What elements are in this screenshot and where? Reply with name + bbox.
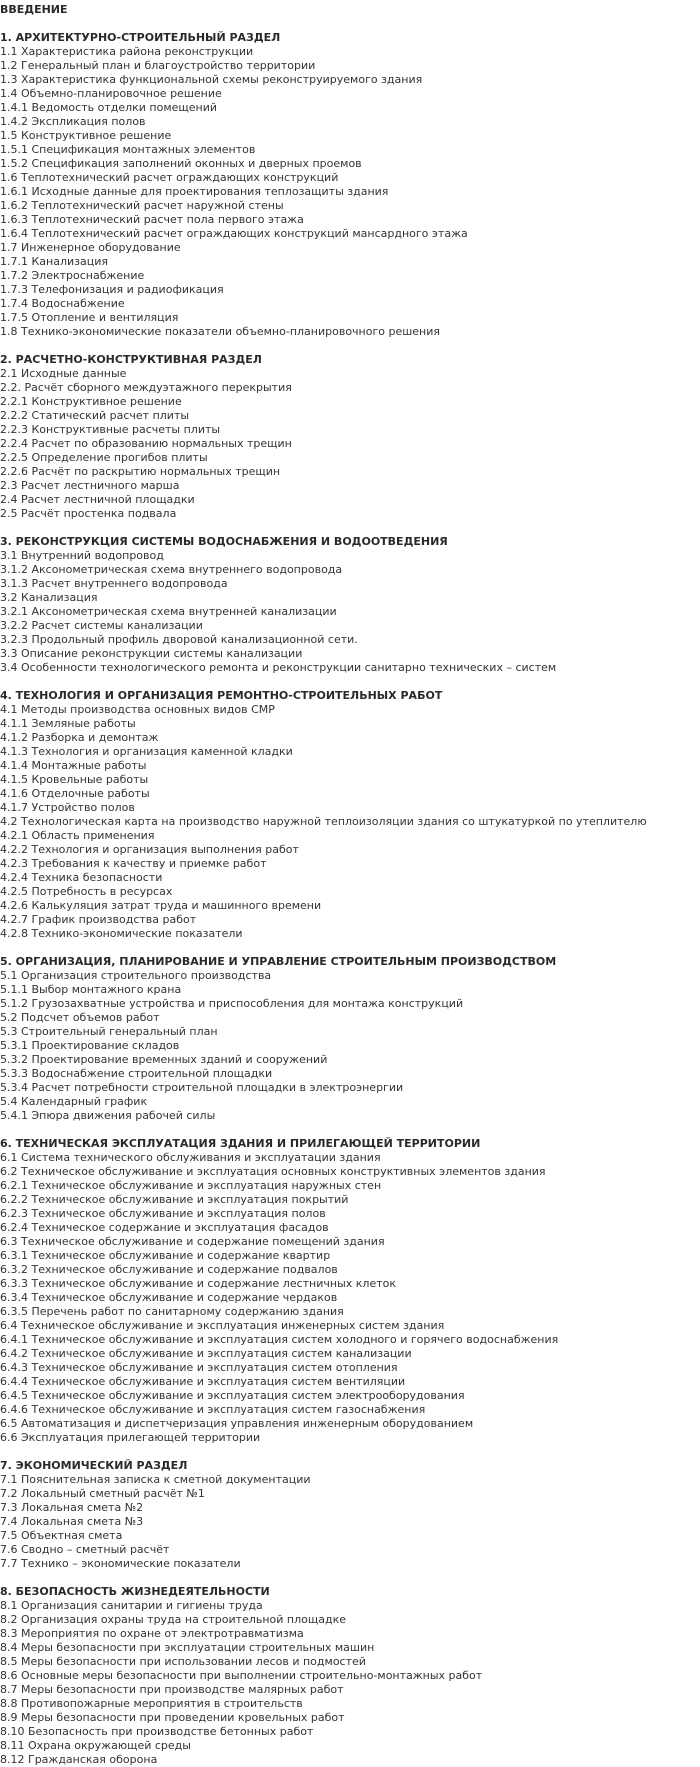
toc-entry: 8.4 Меры безопасности при эксплуатации строительных машин: [0, 1641, 375, 1654]
toc-entry: 6.4.2 Техническое обслуживание и эксплуатация систем канализации: [0, 1347, 412, 1360]
toc-entry: 8.9 Меры безопасности при проведении кровельных работ: [0, 1711, 345, 1724]
toc-entry: 2.2.5 Определение прогибов плиты: [0, 451, 208, 464]
toc-entry: 3.1.2 Аксонометрическая схема внутреннего водопровода: [0, 563, 343, 576]
section-spacer: [0, 1445, 700, 1459]
section-spacer: [0, 1571, 700, 1585]
section-heading: 6. ТЕХНИЧЕСКАЯ ЭКСПЛУАТАЦИЯ ЗДАНИЯ И ПРИЛЕГАЮЩЕЙ ТЕРРИТОРИИ: [0, 1137, 481, 1150]
toc-entry: 1.7.2 Электроснабжение: [0, 269, 145, 282]
toc-entry: 1.6.3 Теплотехнический расчет пола первого этажа: [0, 213, 304, 226]
toc-entry: 6.6 Эксплуатация прилегающей территории: [0, 1431, 261, 1444]
toc-entry: 2.2.2 Статический расчет плиты: [0, 409, 190, 422]
intro-heading: ВВЕДЕНИЕ: [0, 3, 68, 16]
toc-entry: 5.3 Строительный генеральный план: [0, 1025, 218, 1038]
toc-entry: 6.3.1 Техническое обслуживание и содержание квартир: [0, 1249, 331, 1262]
toc-entry: 7.3 Локальная смета №2: [0, 1501, 144, 1514]
toc-entry: 3.1.3 Расчет внутреннего водопровода: [0, 577, 228, 590]
toc-entry: 5.3.3 Водоснабжение строительной площадки: [0, 1067, 273, 1080]
toc-entry: 7.1 Пояснительная записка к сметной документации: [0, 1473, 311, 1486]
toc-entry: 2.5 Расчёт простенка подвала: [0, 507, 177, 520]
toc-entry: 2.3 Расчет лестничного марша: [0, 479, 180, 492]
section-spacer: [0, 17, 700, 31]
toc-entry: 5.3.4 Расчет потребности строительной площадки в электроэнергии: [0, 1081, 404, 1094]
toc-entry: 4.2.3 Требования к качеству и приемке работ: [0, 857, 267, 870]
toc-entry: 3.3 Описание реконструкции системы канализации: [0, 647, 303, 660]
toc-entry: 8.11 Охрана окружающей среды: [0, 1739, 191, 1752]
toc-entry: 6.2.1 Техническое обслуживание и эксплуатация наружных стен: [0, 1179, 382, 1192]
toc-entry: 6.3 Техническое обслуживание и содержание помещений здания: [0, 1235, 385, 1248]
section-spacer: [0, 521, 700, 535]
toc-entry: 6.1 Система технического обслуживания и эксплуатации здания: [0, 1151, 381, 1164]
toc-entry: 3.2.1 Аксонометрическая схема внутренней канализации: [0, 605, 337, 618]
sections-container: [0, 17, 700, 1767]
toc-entry: 1.5.1 Спецификация монтажных элементов: [0, 143, 256, 156]
section-heading: 5. ОРГАНИЗАЦИЯ, ПЛАНИРОВАНИЕ И УПРАВЛЕНИЕ СТРОИТЕЛЬНЫМ ПРОИЗВОДСТВОМ: [0, 955, 557, 968]
toc-entry: 8.3 Мероприятия по охране от электротравматизма: [0, 1627, 304, 1640]
toc-entry: 3.4 Особенности технологического ремонта и реконструкции санитарно технических – систем: [0, 661, 557, 674]
toc-entry: 6.3.2 Техническое обслуживание и содержание подвалов: [0, 1263, 338, 1276]
toc-entry: 4.2.2 Технология и организация выполнения работ: [0, 843, 299, 856]
toc-entry: 3.2.2 Расчет системы канализации: [0, 619, 203, 632]
toc-entry: 6.2.2 Техническое обслуживание и эксплуатация покрытий: [0, 1193, 349, 1206]
toc-entry: 4.2.1 Область применения: [0, 829, 155, 842]
toc-entry: 5.1.1 Выбор монтажного крана: [0, 983, 182, 996]
toc-entry: 1.7.5 Отопление и вентиляция: [0, 311, 179, 324]
toc-entry: 2.1 Исходные данные: [0, 367, 127, 380]
toc-entry: 4.1.3 Технология и организация каменной кладки: [0, 745, 293, 758]
toc-entry: 1.4.1 Ведомость отделки помещений: [0, 101, 218, 114]
toc-entry: 2.2.4 Расчет по образованию нормальных трещин: [0, 437, 292, 450]
toc-entry: 7.2 Локальный сметный расчёт №1: [0, 1487, 205, 1500]
toc-entry: 8.1 Организация санитарии и гигиены труда: [0, 1599, 263, 1612]
toc-entry: 8.7 Меры безопасности при производстве малярных работ: [0, 1683, 344, 1696]
toc-entry: 6.5 Автоматизация и диспетчеризация управления инженерным оборудованием: [0, 1417, 474, 1430]
toc-entry: 5.3.1 Проектирование складов: [0, 1039, 180, 1052]
section-heading: 3. РЕКОНСТРУКЦИЯ СИСТЕМЫ ВОДОСНАБЖЕНИЯ И ВОДООТВЕДЕНИЯ: [0, 535, 448, 548]
toc-entry: 4.1.4 Монтажные работы: [0, 759, 147, 772]
toc-entry: 6.3.3 Техническое обслуживание и содержание лестничных клеток: [0, 1277, 396, 1290]
toc-entry: 8.8 Противопожарные мероприятия в строительств: [0, 1697, 303, 1710]
toc-entry: 8.2 Организация охраны труда на строительной площадке: [0, 1613, 346, 1626]
section-heading: 7. ЭКОНОМИЧЕСКИЙ РАЗДЕЛ: [0, 1459, 188, 1472]
section-spacer: [0, 339, 700, 353]
toc-entry: 4.1.6 Отделочные работы: [0, 787, 150, 800]
toc-entry: 6.2.4 Техническое содержание и эксплуатация фасадов: [0, 1221, 329, 1234]
toc-entry: 3.2 Канализация: [0, 591, 98, 604]
toc-entry: 6.4.6 Техническое обслуживание и эксплуатация систем газоснабжения: [0, 1403, 426, 1416]
toc-entry: 2.2.1 Конструктивное решение: [0, 395, 182, 408]
toc-entry: 8.6 Основные меры безопасности при выполнении строительно-монтажных работ: [0, 1669, 483, 1682]
toc-entry: 5.4.1 Эпюра движения рабочей силы: [0, 1109, 216, 1122]
toc-entry: 4.1.2 Разборка и демонтаж: [0, 731, 159, 744]
toc-entry: 2.2. Расчёт сборного междуэтажного перекрытия: [0, 381, 292, 394]
toc-entry: 6.3.4 Техническое обслуживание и содержание чердаков: [0, 1291, 338, 1304]
toc-entry: 5.3.2 Проектирование временных зданий и сооружений: [0, 1053, 328, 1066]
toc-entry: 8.12 Гражданская оборона: [0, 1753, 158, 1766]
toc-entry: 1.6.2 Теплотехнический расчет наружной стены: [0, 199, 284, 212]
toc-entry: 6.4 Техническое обслуживание и эксплуатация инженерных систем здания: [0, 1319, 445, 1332]
toc-entry: 4.1 Методы производства основных видов СМР: [0, 703, 275, 716]
section-heading: 4. ТЕХНОЛОГИЯ И ОРГАНИЗАЦИЯ РЕМОНТНО-СТРОИТЕЛЬНЫХ РАБОТ: [0, 689, 443, 702]
toc-entry: 1.7 Инженерное оборудование: [0, 241, 181, 254]
toc-entry: 4.2.6 Калькуляция затрат труда и машинного времени: [0, 899, 322, 912]
toc-entry: 7.4 Локальная смета №3: [0, 1515, 144, 1528]
toc-entry: 4.2.8 Технико-экономические показатели: [0, 927, 243, 940]
toc-entry: 6.4.3 Техническое обслуживание и эксплуатация систем отопления: [0, 1361, 398, 1374]
section-heading: 2. РАСЧЕТНО-КОНСТРУКТИВНАЯ РАЗДЕЛ: [0, 353, 262, 366]
toc-entry: 4.1.7 Устройство полов: [0, 801, 135, 814]
toc-entry: 4.1.1 Земляные работы: [0, 717, 136, 730]
toc-entry: 6.4.1 Техническое обслуживание и эксплуатация систем холодного и горячего водоснабжения: [0, 1333, 559, 1346]
section-spacer: [0, 675, 700, 689]
toc-entry: 6.3.5 Перечень работ по санитарному содержанию здания: [0, 1305, 344, 1318]
toc-entry: 6.2.3 Техническое обслуживание и эксплуатация полов: [0, 1207, 326, 1220]
toc-entry: 7.6 Сводно – сметный расчёт: [0, 1543, 170, 1556]
toc-entry: 1.5 Конструктивное решение: [0, 129, 172, 142]
toc-entry: 8.5 Меры безопасности при использовании лесов и подмостей: [0, 1655, 366, 1668]
toc-entry: 6.4.5 Техническое обслуживание и эксплуатация систем электрооборудования: [0, 1389, 465, 1402]
toc-entry: 4.1.5 Кровельные работы: [0, 773, 149, 786]
toc-entry: 2.2.3 Конструктивные расчеты плиты: [0, 423, 221, 436]
toc-entry: 1.3 Характеристика функциональной схемы реконструируемого здания: [0, 73, 423, 86]
toc-entry: 4.2.5 Потребность в ресурсах: [0, 885, 173, 898]
toc-entry: 1.7.4 Водоснабжение: [0, 297, 125, 310]
toc-entry: 5.4 Календарный график: [0, 1095, 148, 1108]
toc-entry: 5.2 Подсчет объемов работ: [0, 1011, 160, 1024]
toc-entry: 1.4.2 Экспликация полов: [0, 115, 146, 128]
toc-entry: 7.5 Объектная смета: [0, 1529, 123, 1542]
toc-entry: 1.4 Объемно-планировочное решение: [0, 87, 222, 100]
toc-entry: 1.6 Теплотехнический расчет ограждающих конструкций: [0, 171, 339, 184]
toc-entry: 6.2 Техническое обслуживание и эксплуатация основных конструктивных элементов здания: [0, 1165, 546, 1178]
toc-entry: 2.2.6 Расчёт по раскрытию нормальных трещин: [0, 465, 281, 478]
toc-entry: 1.7.3 Телефонизация и радиофикация: [0, 283, 224, 296]
section-spacer: [0, 941, 700, 955]
toc-entry: 1.1 Характеристика района реконструкции: [0, 45, 254, 58]
toc-entry: 1.6.4 Теплотехнический расчет ограждающих конструкций мансардного этажа: [0, 227, 468, 240]
toc-entry: 5.1 Организация строительного производства: [0, 969, 272, 982]
toc-entry: 7.7 Технико – экономические показатели: [0, 1557, 241, 1570]
toc-entry: 2.4 Расчет лестничной площадки: [0, 493, 195, 506]
section-heading: 8. БЕЗОПАСНОСТЬ ЖИЗНЕДЕЯТЕЛЬНОСТИ: [0, 1585, 270, 1598]
toc-entry: 1.5.2 Спецификация заполнений оконных и дверных проемов: [0, 157, 362, 170]
toc-entry: 4.2.4 Техника безопасности: [0, 871, 163, 884]
toc-entry: 4.2.7 График производства работ: [0, 913, 197, 926]
toc-entry: 3.2.3 Продольный профиль дворовой канализационной сети.: [0, 633, 358, 646]
toc-entry: 5.1.2 Грузозахватные устройства и приспособления для монтажа конструкций: [0, 997, 464, 1010]
toc-entry: 1.8 Технико-экономические показатели объемно-планировочного решения: [0, 325, 441, 338]
toc-entry: 8.10 Безопасность при производстве бетонных работ: [0, 1725, 314, 1738]
section-spacer: [0, 1123, 700, 1137]
section-heading: 1. АРХИТЕКТУРНО-СТРОИТЕЛЬНЫЙ РАЗДЕЛ: [0, 31, 281, 44]
toc-entry: 1.6.1 Исходные данные для проектирования теплозащиты здания: [0, 185, 389, 198]
toc-entry: 6.4.4 Техническое обслуживание и эксплуатация систем вентиляции: [0, 1375, 406, 1388]
toc-entry: 1.7.1 Канализация: [0, 255, 108, 268]
toc-entry: 4.2 Технологическая карта на производство наружной теплоизоляции здания со штукатуркой по утеплителю: [0, 815, 647, 828]
toc-entry: 1.2 Генеральный план и благоустройство территории: [0, 59, 316, 72]
toc-entry: 3.1 Внутренний водопровод: [0, 549, 164, 562]
